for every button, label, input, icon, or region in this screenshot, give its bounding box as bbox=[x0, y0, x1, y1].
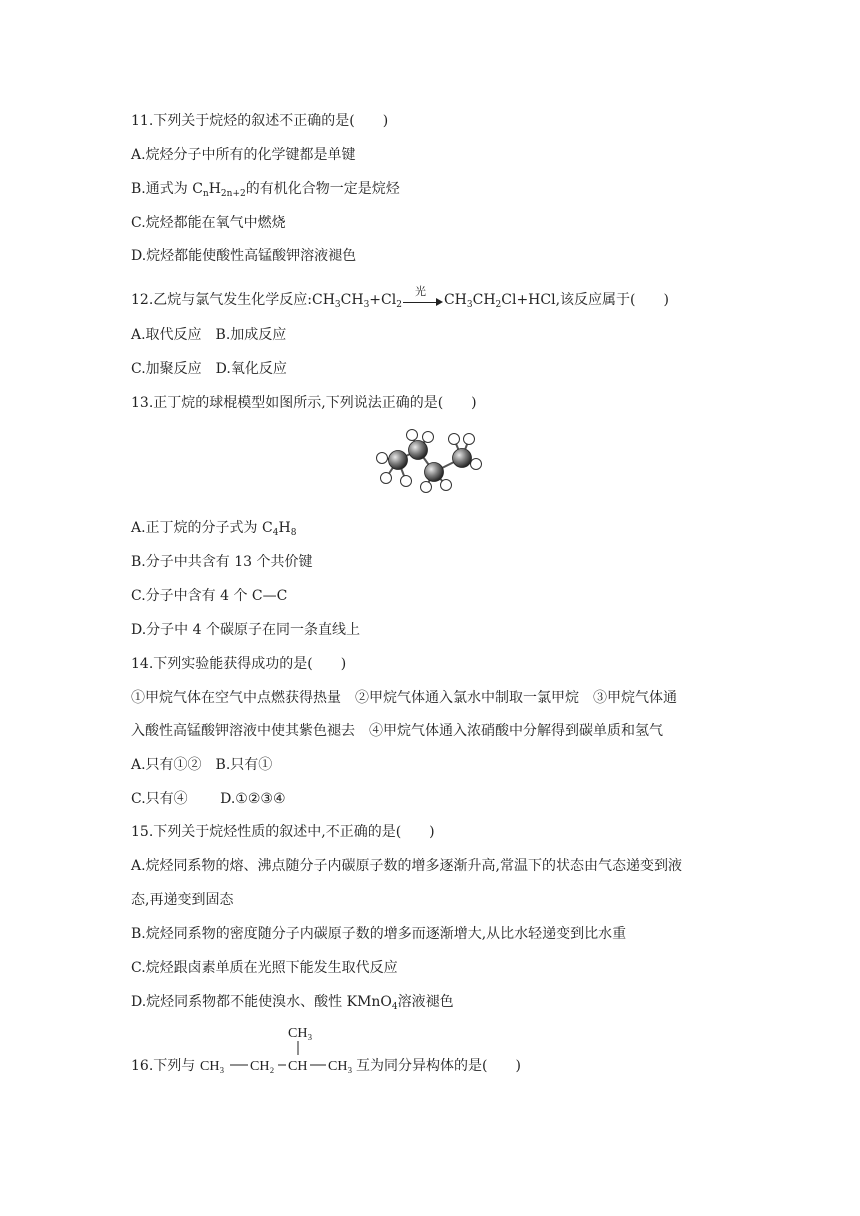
q12-stem: 12.乙烷与氯气发生化学反应$:CH_3CH_3+Cl_2$ 光 $CH_3CH_2Cl+HCl$,该反应属于( ) bbox=[131, 290, 669, 315]
q13-option-b: B.分子中共含有 13 个共价键 bbox=[131, 554, 313, 570]
formula-c3: CH bbox=[288, 1059, 308, 1074]
q11-option-a: A.烷烃分子中所有的化学键都是单键 bbox=[131, 147, 356, 163]
q15-option-b: B.烷烃同系物的密度随分子内碳原子数的增多而逐渐增大,从比水轻递变到比水重 bbox=[131, 926, 627, 942]
q16-suffix: 互为同分异构体的是( ) bbox=[356, 1058, 521, 1074]
formula-c4: CH₃ bbox=[328, 1059, 353, 1074]
formula-c1: CH₃ bbox=[200, 1059, 225, 1074]
formula-c2: CH₂ bbox=[250, 1059, 275, 1074]
reaction-condition-label: 光 bbox=[414, 285, 426, 298]
q14-stem: 14.下列实验能获得成功的是( ) bbox=[131, 656, 347, 672]
q12-options-cd: C.加聚反应 D.氧化反应 bbox=[131, 361, 287, 377]
q16-prefix: 16.下列与 bbox=[131, 1058, 196, 1074]
q13-option-c: C.分子中含有 4 个 C—C bbox=[131, 588, 288, 604]
q16-structural-formula bbox=[200, 1024, 360, 1080]
q13-option-d: D.分子中 4 个碳原子在同一条直线上 bbox=[131, 622, 360, 638]
q15-stem: 15.下列关于烷烃性质的叙述中,不正确的是( ) bbox=[131, 824, 435, 840]
q13-option-a: A.正丁烷的分子式为 $C_4H_8$ bbox=[131, 520, 297, 538]
q11-option-c: C.烷烃都能在氧气中燃烧 bbox=[131, 215, 286, 231]
q13-stem: 13.正丁烷的球棍模型如图所示,下列说法正确的是( ) bbox=[131, 395, 477, 411]
q11-option-b: B.通式为 $C_nH_{2n+2}$的有机化合物一定是烷烃 bbox=[131, 181, 400, 199]
q14-statements-line2: 入酸性高锰酸钾溶液中使其紫色褪去 ④甲烷气体通入浓硝酸中分解得到碳单质和氢气 bbox=[131, 723, 663, 739]
q12-options-ab: A.取代反应 B.加成反应 bbox=[131, 327, 287, 343]
q11-stem: 11.下列关于烷烃的叙述不正确的是( ) bbox=[131, 113, 389, 129]
q15-option-a-line2: 态,再递变到固态 bbox=[131, 892, 234, 908]
butane-ball-stick-model bbox=[370, 425, 490, 500]
q11-option-d: D.烷烃都能使酸性高锰酸钾溶液褪色 bbox=[131, 248, 357, 264]
q15-option-a-line1: A.烷烃同系物的熔、沸点随分子内碳原子数的增多逐渐升高,常温下的状态由气态递变到液 bbox=[131, 858, 683, 874]
q14-options-cd: C.只有④ D.①②③④ bbox=[131, 791, 286, 807]
formula-branch-ch3: CH₃ bbox=[288, 1026, 313, 1041]
reaction-arrow bbox=[403, 285, 443, 307]
q15-option-d: D.烷烃同系物都不能使溴水、酸性 KMnO$_4$溶液褪色 bbox=[131, 994, 454, 1012]
q14-statements-line1: ①甲烷气体在空气中点燃获得热量 ②甲烷气体通入氯水中制取一氯甲烷 ③甲烷气体通 bbox=[131, 690, 677, 706]
q15-option-c: C.烷烃跟卤素单质在光照下能发生取代反应 bbox=[131, 960, 398, 976]
q14-options-ab: A.只有①② B.只有① bbox=[131, 757, 273, 773]
